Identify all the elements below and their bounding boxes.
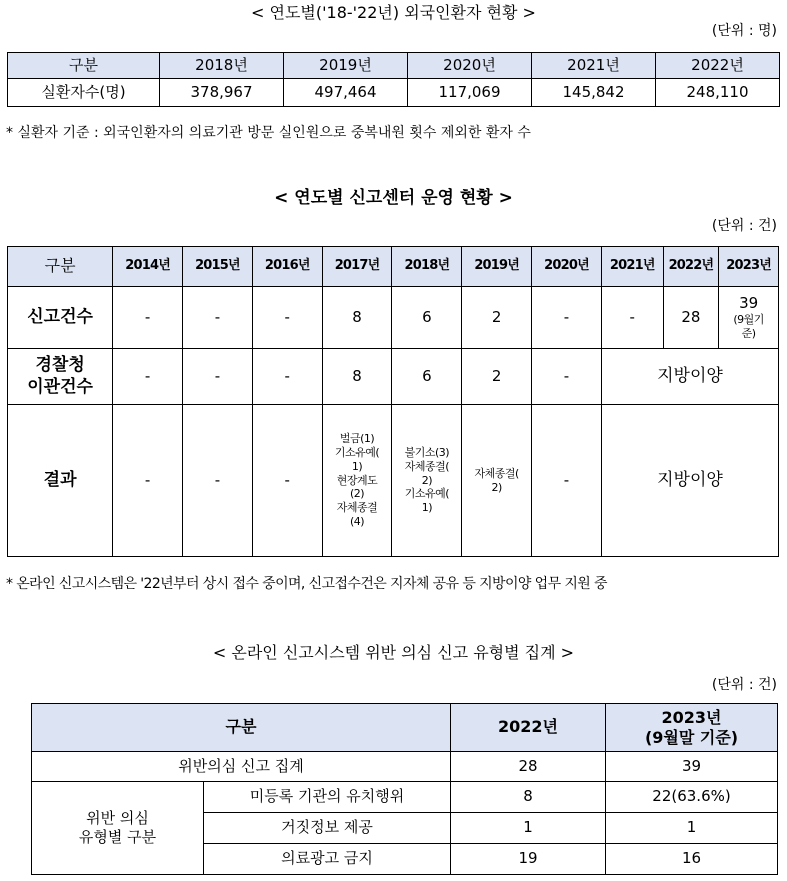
- data-cell: -: [532, 405, 602, 557]
- data-cell: -: [183, 349, 253, 405]
- cell-line: 현장계도: [336, 473, 378, 487]
- section3-title: < 온라인 신고시스템 위반 의심 신고 유형별 집계 >: [212, 643, 575, 662]
- header-cell: 2020년: [532, 247, 602, 287]
- data-cell: 19: [451, 844, 606, 875]
- header-cell: 2016년: [252, 247, 322, 287]
- merged-cell: 지방이양: [601, 405, 778, 557]
- section1-note: * 실환자 기준 : 외국인환자의 의료기관 방문 실인원으로 중복내원 횟수 제외한 환자 수: [6, 125, 531, 141]
- cell-line: 2): [421, 473, 433, 487]
- data-cell: 145,842: [532, 79, 656, 107]
- data-cell: 2: [462, 287, 532, 349]
- header-cell: 2021년: [601, 247, 663, 287]
- data-cell: 378,967: [160, 79, 284, 107]
- group-label: [32, 782, 204, 875]
- report-center-table: [7, 246, 779, 557]
- header-cell: 2022년: [656, 53, 780, 79]
- header-cell: 2021년: [532, 53, 656, 79]
- data-cell: 28: [451, 752, 606, 782]
- header-cell: 2022년: [663, 247, 719, 287]
- cell-line: 자체종결(: [404, 459, 450, 473]
- row-label: 거짓정보 제공: [204, 813, 451, 844]
- data-cell: 497,464: [284, 79, 408, 107]
- data-cell: -: [113, 349, 183, 405]
- data-cell: -: [113, 405, 183, 557]
- data-cell: 8: [322, 287, 392, 349]
- cell-line: 준): [741, 326, 756, 340]
- section3-unit: (단위 : 건): [711, 677, 777, 693]
- data-cell: 1: [606, 813, 778, 844]
- data-cell: 39: [606, 752, 778, 782]
- cell-line: (4): [350, 514, 365, 528]
- cell-line: (2): [350, 487, 365, 501]
- foreign-patient-table: [7, 52, 780, 107]
- row-label: 의료광고 금지: [204, 844, 451, 875]
- header-cell: 구분: [8, 53, 160, 79]
- row-label-police: [8, 349, 113, 405]
- cell-line: 불기소(3): [404, 446, 450, 460]
- header-cell: 2023년: [719, 247, 779, 287]
- data-cell: 28: [663, 287, 719, 349]
- cell-line: 자체종결(: [474, 466, 519, 480]
- data-cell: 8: [322, 349, 392, 405]
- merged-cell: 지방이양: [601, 349, 778, 405]
- header-cell: 2015년: [183, 247, 253, 287]
- cell-line: 39: [739, 294, 759, 313]
- cell-line: 이관건수: [27, 376, 93, 397]
- cell-line: (9월말 기준): [644, 727, 739, 747]
- header-cell: 2018년: [392, 247, 462, 287]
- row-label: 실환자수(명): [8, 79, 160, 107]
- data-cell-2023: [719, 287, 779, 349]
- total-label: 위반의심 신고 집계: [32, 752, 451, 782]
- result-2017: [322, 405, 392, 557]
- header-cell: 2018년: [160, 53, 284, 79]
- row-label-reports: 신고건수: [8, 287, 113, 349]
- data-cell: -: [252, 349, 322, 405]
- data-cell: -: [252, 405, 322, 557]
- data-cell: 8: [451, 782, 606, 813]
- data-cell: 2: [462, 349, 532, 405]
- cell-line: 벌금(1): [339, 432, 375, 446]
- data-cell: -: [183, 287, 253, 349]
- violation-type-table: [31, 703, 778, 875]
- cell-line: 자체종결: [336, 501, 378, 515]
- data-cell: 117,069: [408, 79, 532, 107]
- cell-line: 2): [491, 480, 502, 494]
- section1-title: < 연도별('18-'22년) 외국인환자 현황 >: [251, 3, 536, 22]
- data-cell: -: [252, 287, 322, 349]
- cell-line: 2023년: [661, 707, 722, 727]
- section1-unit: (단위 : 명): [711, 23, 777, 39]
- cell-line: 1): [351, 459, 363, 473]
- cell-line: (9월기: [733, 313, 764, 327]
- section2-unit: (단위 : 건): [711, 218, 777, 234]
- data-cell: 248,110: [656, 79, 780, 107]
- data-cell: 22(63.6%): [606, 782, 778, 813]
- data-cell: 16: [606, 844, 778, 875]
- cell-line: 기소유예(: [404, 487, 450, 501]
- data-cell: -: [601, 287, 663, 349]
- result-2018: [392, 405, 462, 557]
- data-cell: -: [183, 405, 253, 557]
- data-cell: 6: [392, 287, 462, 349]
- header-cell: 구분: [8, 247, 113, 287]
- data-cell: 6: [392, 349, 462, 405]
- cell-line: 기소유예(: [334, 446, 380, 460]
- result-2019: [462, 405, 532, 557]
- header-cell: 2020년: [408, 53, 532, 79]
- data-cell: -: [532, 349, 602, 405]
- section2-note: * 온라인 신고시스템은 '22년부터 상시 접수 중이며, 신고접수건은 지자체 공유 등 지방이양 업무 지원 중: [6, 576, 607, 592]
- data-cell: -: [532, 287, 602, 349]
- section2-title: < 연도별 신고센터 운영 현황 >: [274, 188, 513, 208]
- header-cell: [606, 704, 778, 752]
- header-cell: 2022년: [451, 704, 606, 752]
- header-cell: 2017년: [322, 247, 392, 287]
- header-cell: 2014년: [113, 247, 183, 287]
- row-label-result: 결과: [8, 405, 113, 557]
- header-cell: 구분: [32, 704, 451, 752]
- data-cell: 1: [451, 813, 606, 844]
- cell-line: 경찰청: [35, 355, 85, 376]
- cell-line: 1): [421, 501, 433, 515]
- header-cell: 2019년: [462, 247, 532, 287]
- cell-line: 유형별 구분: [78, 828, 157, 846]
- row-label: 미등록 기관의 유치행위: [204, 782, 451, 813]
- header-cell: 2019년: [284, 53, 408, 79]
- cell-line: 위반 의심: [86, 809, 149, 828]
- data-cell: -: [113, 287, 183, 349]
